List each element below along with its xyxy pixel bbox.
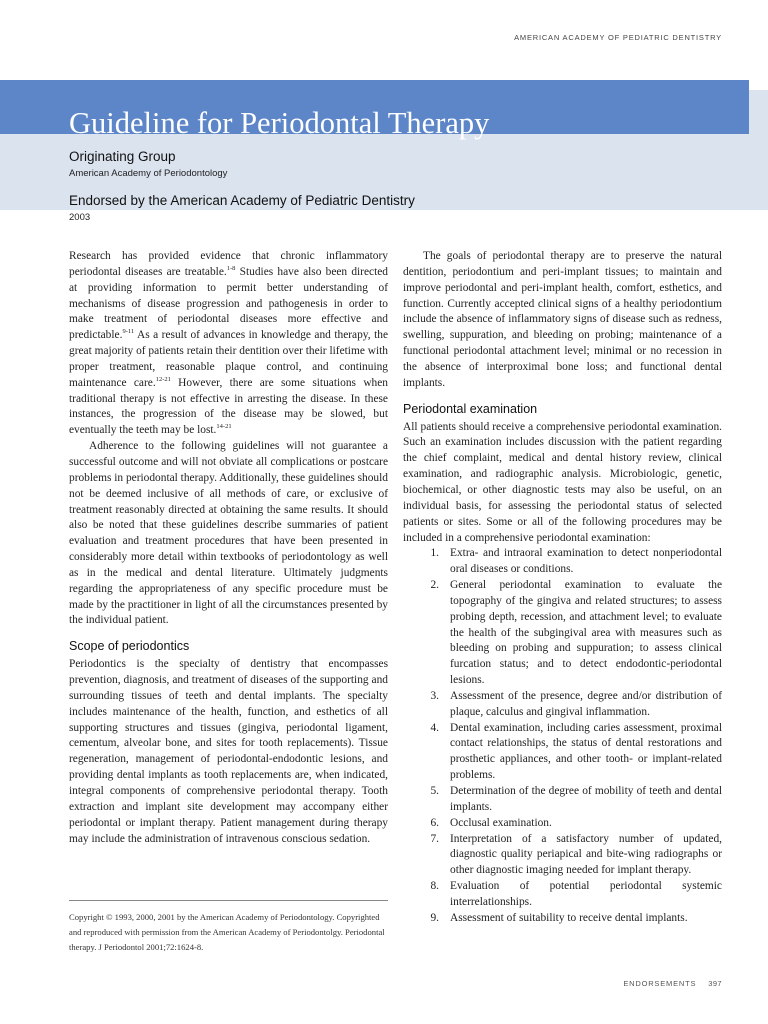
citation-3: 12-21 — [155, 375, 171, 383]
endorsed-heading: Endorsed by the American Academy of Pediatric Dentistry — [69, 193, 415, 208]
footer-section: ENDORSEMENTS — [623, 979, 697, 988]
right-column — [403, 249, 722, 927]
list-item-number: 4. — [430, 721, 439, 734]
footnote-divider — [69, 900, 388, 901]
list-item-number: 6. — [430, 816, 439, 829]
exam-paragraph: All patients should receive a comprehensive periodontal examination. Such an examination includes discussion with the patient regarding the chief complaint, medical and dental history review, clinical examination, and radiographic analysis. Microbiologic, genetic, biochemical, or other diagnostic tests may also be useful, on an individual basis, for assessing the periodontal status of selected patients or sites. Some or all of the following procedures may be included in a comprehensive periodontal examination: — [403, 420, 722, 544]
page-title: Guideline for Periodontal Therapy — [69, 106, 490, 141]
list-item — [403, 911, 722, 927]
scope-heading: Scope of periodontics — [69, 639, 190, 654]
list-item-number: 3. — [430, 689, 439, 702]
intro-text-c: As a result of advances in knowledge and therapy, the great majority of patients retain their dentition over their lifetime with proper treatment, reasonable plaque control, and continuing maintenance care. — [69, 329, 388, 389]
intro-text-a: Research has provided evidence that chronic inflammatory periodontal diseases are treatable. — [69, 250, 388, 278]
intro-text-d: However, there are some situations when traditional therapy is not effective in arresting the disease. In these instances, the progression of the disease may be slowed, but eventually the teeth may be lost. — [69, 376, 388, 437]
copyright-footnote: Copyright © 1993, 2000, 2001 by the American Academy of Periodontology. Copyrighted and reproduced with permission from the American Academy of Periodontolgy. Periodontal therapy. J Periodontol 2001;72:1624-8. — [69, 912, 385, 952]
list-item — [403, 816, 722, 832]
list-item-number: 9. — [430, 911, 439, 924]
endorsed-year: 2003 — [69, 212, 91, 223]
list-item — [403, 721, 722, 784]
citation-1: 1-8 — [226, 265, 236, 273]
exam-procedures-list — [403, 546, 722, 926]
list-item — [403, 832, 722, 880]
list-item-text: Assessment of suitability to receive dental implants. — [450, 911, 688, 924]
list-item-number: 5. — [430, 785, 439, 797]
list-item-text: Evaluation of potential periodontal systemic interrelationships. — [450, 880, 722, 908]
list-item-number: 1. — [430, 547, 439, 560]
originating-group: American Academy of Periodontology — [69, 168, 228, 179]
list-item-text: General periodontal examination to evaluate the topography of the gingiva and related structures; to assess probing depth, recession, and attachment level; to evaluate the health of the subgingival area with measures such as bleeding on probing and suppuration; to assess clinical furcation status; and to detect endodontic-periodontal lesions. — [450, 579, 722, 687]
list-item-text: Occlusal examination. — [450, 816, 552, 829]
list-item — [403, 689, 722, 721]
list-item-text: Assessment of the presence, degree and/or distribution of plaque, calculus and gingival inflammation. — [450, 689, 722, 718]
page-footer — [623, 979, 722, 988]
running-head: AMERICAN ACADEMY OF PEDIATRIC DENTISTRY — [514, 33, 722, 42]
list-item-number: 8. — [430, 880, 439, 893]
list-item-number: 7. — [430, 832, 439, 845]
page-number: 397 — [708, 979, 722, 988]
intro-text-b: Studies have also been directed at providing information to permit better understanding of mechanisms of disease progression and pathogenesis in order to make treatment of periodontal diseases more effective and predictable. — [69, 265, 389, 342]
intro-paragraph-2: Adherence to the following guidelines will not guarantee a successful outcome and will not obviate all complications or postcare problems in periodontal therapy. Additionally, these guidelines should not be deemed inclusive of all methods of care, or exclusive of treatment reasonably directed at obtaining the same results. It should also be noted that these guidelines describe summaries of patient evaluation and treatment procedures that have been presented in considerably more detail within textbooks of periodontology as well as in the medical and dental literature. Ultimately judgments regarding the appropriateness of any specific procedure must be made by the practitioner in light of all the circumstances presented by the individual patient. — [69, 440, 388, 627]
list-item — [403, 578, 722, 689]
originating-group-heading: Originating Group — [69, 149, 176, 164]
exam-heading: Periodontal examination — [403, 401, 538, 416]
list-item — [403, 546, 722, 578]
list-item-text: Interpretation of a satisfactory number of updated, diagnostic quality periapical and bite-wing radiographs or other diagnostic imaging needed for implant therapy. — [450, 832, 722, 877]
citation-4: 14-21 — [216, 423, 232, 431]
scope-paragraph: Periodontics is the specialty of dentistry that encompasses prevention, diagnosis, and treatment of diseases of the supporting and surrounding tissues of teeth and dental implants. The specialty includes maintenance of the health, function, and esthetics of all supporting structures and tissues (gingiva, periodontal ligament, cementum, alveolar bone, and sites for tooth replacements). Tissue regeneration, management of periodontal-endodontic lesions, and providing dental implants as tooth replacements are, when indicated, integral components of comprehensive periodontal therapy. Tooth extraction and implant site development may accompany either periodontal or implant therapy. Patient management during therapy may include the administration of intravenous conscious sedation. — [69, 658, 388, 845]
list-item — [403, 784, 722, 816]
citation-2: 9-11 — [122, 328, 135, 336]
left-column — [69, 249, 388, 847]
list-item-text: Dental examination, including caries assessment, proximal contact relationships, the status of dental restorations and prosthetic appliances, and other tooth- or implant-related problems. — [450, 721, 722, 782]
list-item — [403, 879, 722, 911]
intro-paragraph-1 — [69, 249, 388, 439]
goals-paragraph: The goals of periodontal therapy are to preserve the natural dentition, periodontium and peri-implant tissues; to maintain and improve periodontal and peri-implant health, comfort, esthetics, and function. Currently accepted clinical signs of a healthy periodontium include the absence of inflammatory signs of disease such as redness, swelling, suppuration, and bleeding on probing; maintenance of a functional periodontal attachment level; minimal or no recession in the absence of interproximal bone loss; and functional dental implants. — [403, 250, 722, 389]
list-item-number: 2. — [430, 579, 439, 592]
list-item-text: Determination of the degree of mobility of teeth and dental implants. — [450, 785, 722, 813]
list-item-text: Extra- and intraoral examination to detect nonperiodontal oral diseases or conditions. — [450, 547, 722, 576]
